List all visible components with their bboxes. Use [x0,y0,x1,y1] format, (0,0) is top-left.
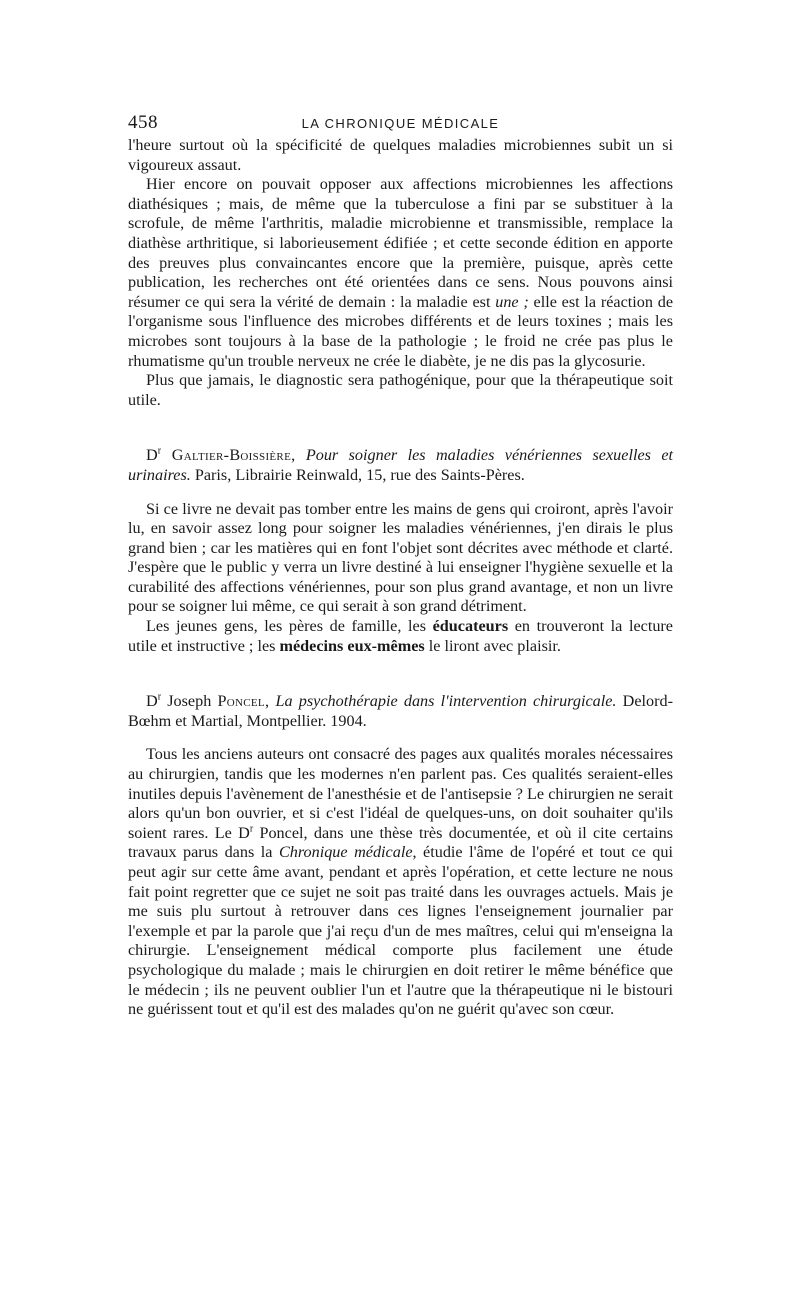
intro-paragraph-2-emphasis: une ; [495,292,529,311]
review-title-prefix: D [146,692,158,711]
intro-paragraph-3: Plus que jamais, le diagnostic sera pathogénique, pour que la thérapeutique soit utile. [128,371,673,409]
review-book-title: La psychothérapie dans l'intervention chirurgicale. [269,692,617,711]
review-paragraph-1-part-b: Poncel, dans une thèse très documentée, et où il cite certains travaux parus dans la [128,823,673,862]
review-paragraph-2-part-a: Les jeunes gens, les pères de famille, les [146,617,433,636]
journal-page [128,112,673,1020]
review-author-first-name: Joseph [161,692,218,711]
review-poncel [128,692,673,1020]
intro-paragraph-2-part-a: Hier encore on pouvait opposer aux affections microbiennes les affections diathésiques ; mais, de même que la tuberculose a fini par se substituer à la scrofule, de même l'arthritis, maladie microbienne et transmissible, remplace la diathèse arthritique, si laborieusement édifiée ; et cette seconde édition en apporte des preuves plus convaincantes encore que la première, puisque, après cette publication, les recherches ont été orientées dans ce sens. Nous pouvons ainsi résumer ce qui sera la vérité de demain : la maladie est [128,175,673,311]
review-heading [128,446,673,485]
review-paragraph-1-part-c: , étudie l'âme de l'opéré et tout ce qui peut agir sur cette âme avant, pendant et après l'opération, et cette lecture ne nous fait point regretter que ce sujet ne soit pas traité dans les ouvrages actuels. Mais je me suis plu surtout à retrouver dans ces lignes l'enseignement journalier par l'exemple et par la parole que j'ai reçu d'un de mes maîtres, celui qui m'enseigna la chirurgie. L'enseignement médical comporte plus facilement une étude psychologique du malade ; mais le chirurgien en doit retirer le même bénéfice que le médecin ; ils ne peuvent oublier l'un et l'autre que la thérapeutique ni le bistouri ne guérissent tout et qu'il est des malades qu'on ne guérit qu'avec son cœur. [128,843,673,1019]
review-paragraph-1 [128,745,673,1019]
review-author: Galtier-Boissière, [161,446,296,465]
review-paragraph-1-part-a: Tous les anciens auteurs ont consacré des pages aux qualités morales nécessaires au chirurgien, tandis que les modernes n'en parlent pas. Ces qualités seraient-elles inutiles depuis l'avènement de l'anesthésie et de l'antisepsie ? Le chirurgien ne serait alors qu'un bon ouvrier, et si c'est l'idéal de quelques-uns, on doit souhaiter qu'ils soient rares. Le D [128,745,673,842]
review-paragraph-1: Si ce livre ne devait pas tomber entre les mains de gens qui croiront, après l'avoir lu, en savoir assez long pour soigner les maladies vénériennes, j'en dirais le plus grand bien ; car les matières qui en font l'objet sont décrites avec méthode et clarté. J'espère que le public y verra un livre destiné à lui enseigner l'hygiène sexuelle et la curabilité des affections vénériennes, pour son plus grand avantage, et non un livre pour se soigner lui même, ce qui serait à son grand détriment. [128,499,673,616]
review-paragraph-2-part-b: en trouveront la lecture utile et instructive ; les [128,617,673,655]
review-paragraph-2 [128,617,673,656]
review-paragraph-2-bold-1: éducateurs [432,617,509,636]
review-paragraph-1-superscript: r [249,823,254,835]
review-title-superscript: r [157,445,162,457]
review-title-superscript: r [157,691,162,703]
review-galtier-boissiere [128,446,673,656]
review-book-title: Pour soigner les maladies vénériennes sexuelles et urinaires. [128,446,674,484]
intro-paragraph-2-part-b: elle est la réaction de l'organisme sous l'influence des microbes différents et de leurs toxines ; mais les microbes sont toujours à la base de la pathologie ; le froid ne crée pas plus le rhumatisme qu'un trouble nerveux ne crée le diabète, je ne dis pas la glycosurie. [128,292,674,370]
intro-paragraph-2 [128,175,673,371]
review-publisher: Paris, Librairie Reinwald, 15, rue des Saints-Pères. [190,465,525,484]
review-paragraph-2-bold-2: médecins eux-mêmes [279,636,425,655]
review-paragraph-1-journal-name: Chronique médicale [278,843,413,862]
review-paragraph-2-part-c: le liront avec plaisir. [424,636,561,655]
page-number: 458 [128,112,158,133]
journal-title: LA CHRONIQUE MÉDICALE [301,116,500,131]
review-title-prefix: D [146,446,158,465]
intro-paragraph-1: l'heure surtout où la spécificité de quelques maladies microbiennes subit un si vigoureux assaut. [128,136,673,174]
review-heading [128,692,673,731]
review-publisher: Delord-Bœhm et Martial, Montpellier. 1904. [128,692,673,730]
intro-section [128,136,673,410]
review-author-last-name: Poncel, [217,692,270,711]
running-head [128,112,673,134]
